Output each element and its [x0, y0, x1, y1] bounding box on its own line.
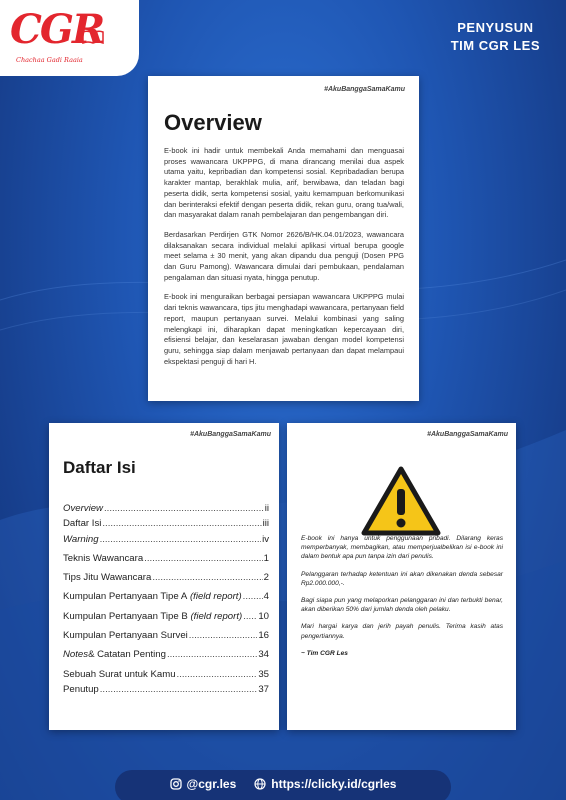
- toc-list: [63, 503, 269, 699]
- toc-note: (field report): [190, 610, 243, 622]
- book-icon: [82, 30, 104, 44]
- toc-title: Kumpulan Pertanyaan Tipe A: [63, 591, 188, 603]
- toc-item[interactable]: [63, 572, 269, 587]
- logo-tagline: Chachaa Gadi Raaia: [16, 56, 83, 64]
- page-title: Daftar Isi: [63, 458, 136, 477]
- signature: ~ Tim CGR Les: [301, 649, 348, 657]
- instagram-link[interactable]: [170, 777, 237, 791]
- instagram-handle: @cgr.les: [186, 777, 237, 791]
- toc-page-number: 2: [263, 572, 269, 584]
- paragraph: Mari hargai karya dan jerih payah penulis. Terima kasih atas pengertiannya.: [301, 623, 503, 640]
- toc-title: Warning: [63, 533, 99, 545]
- toc-item[interactable]: [63, 649, 269, 664]
- toc-page-number: 37: [258, 683, 269, 695]
- paragraph: E-book ini hadir untuk membekali Anda memahami dan menguasai proses wawancara UKPPPG, di mana dirancang menilai dua aspek utama yaitu, kepribadian dan kompetensi sosial. Kepribadadian berupa karakter mantap, berakhlak mulia, arif, berwibawa, dan teladan bagi peserta didik, serta kompetensi sosial, yaitu kemampuan berkomunikasi dan berinteraksi efektif dengan peserta didik, rekan guru, orang tua/wali, dan masyarakat dalam ranah pembelajaran dan pengembangan diri.: [164, 146, 404, 220]
- toc-page-number: 34: [258, 649, 269, 661]
- website-link[interactable]: [254, 777, 396, 791]
- hashtag: #AkuBanggaSamaKamu: [324, 86, 405, 93]
- author-name: TIM CGR LES: [450, 38, 540, 53]
- toc-page-number: ii: [264, 503, 269, 514]
- overview-body: [164, 146, 404, 376]
- toc-title: Kumpulan Pertanyaan Tipe B: [63, 610, 188, 622]
- paragraph: Bagi siapa pun yang melaporkan pelanggaran ini dan terbukti benar, akan diberikan 50% dari jumlah denda oleh pelaku.: [301, 597, 503, 614]
- toc-page-number: 16: [258, 630, 269, 642]
- author-label: PENYUSUN: [457, 20, 534, 35]
- paragraph: Berdasarkan Perdirjen GTK Nomor 2626/B/HK.04.01/2023, wawancara dilaksanakan secara individual melalui aplikasi virtual berupa google meet selama ± 30 menit, yang akan dipandu dua penguji (Dosen PPG dan Guru Pamong). Wawancara dimulai dari pembukaan, pendalaman pengalaman dan situasi nyata, hingga penutup.: [164, 229, 404, 282]
- toc-page-number: 10: [258, 610, 269, 622]
- toc-title: Notes: [63, 649, 89, 661]
- paragraph: E-book ini hanya untuk penggunaan pribadi. Dilarang keras memperbanyak, membagikan, atau memperjualbelikan isi e-book ini dalam bentuk apa pun tanpa izin dari penulis.: [301, 535, 503, 561]
- toc-page-number: 4: [263, 591, 269, 603]
- toc-item[interactable]: [63, 684, 269, 699]
- toc-title: Penutup: [63, 683, 99, 695]
- overview-page: [148, 76, 419, 401]
- warning-page: [287, 423, 516, 730]
- toc-title: Tips Jitu Wawancara: [63, 572, 152, 584]
- toc-item[interactable]: [63, 553, 269, 568]
- warning-icon: [360, 465, 442, 537]
- toc-title: Overview: [63, 503, 103, 514]
- paragraph: Pelanggaran terhadap ketentuan ini akan dikenakan denda sebesar Rp2.000.000,-.: [301, 570, 503, 587]
- toc-title-rest: & Catatan Penting: [88, 649, 166, 661]
- toc-page-number: 35: [258, 668, 269, 680]
- website-url: https://clicky.id/cgrles: [271, 777, 397, 791]
- toc-item[interactable]: [63, 669, 269, 684]
- toc-title: Kumpulan Pertanyaan Survei: [63, 630, 188, 642]
- toc-item[interactable]: [63, 591, 269, 606]
- toc-item[interactable]: [63, 611, 269, 626]
- toc-item[interactable]: [63, 534, 269, 549]
- warning-body: [301, 534, 503, 666]
- toc-page-number: iv: [262, 533, 269, 545]
- toc-item[interactable]: [63, 630, 269, 645]
- toc-item[interactable]: [63, 503, 269, 518]
- hashtag: #AkuBanggaSamaKamu: [427, 431, 508, 438]
- page-title: Overview: [164, 110, 262, 135]
- footer-bar: [115, 770, 451, 800]
- toc-title: Teknis Wawancara: [63, 552, 144, 564]
- globe-icon: [254, 778, 266, 790]
- author-block: [451, 19, 540, 55]
- logo: CGR: [10, 6, 104, 53]
- toc-page: [49, 423, 279, 730]
- logo-card: [0, 0, 139, 76]
- toc-page-number: 1: [263, 552, 269, 564]
- toc-note: (field report): [189, 591, 242, 603]
- paragraph: E-book ini menguraikan berbagai persiapan wawancara UKPPPG mulai dari teknis wawancara, tips jitu menghadapi wawancara, pertanyaan field report, maupun pertanyaan survei. Melalui kombinasi yang saling melengkapi ini, diharapkan dapat meningkatkan kepercayaan diri, efisiensi belajar, dan keselarasan jawaban dengan model kompetensi guru, sehingga siap dalam menjawab pertanyaan dan dapat melampaui ekspektasi penguji di hari H.: [164, 292, 404, 366]
- hashtag: #AkuBanggaSamaKamu: [190, 431, 271, 438]
- toc-title: Sebuah Surat untuk Kamu: [63, 668, 176, 680]
- toc-page-number: iii: [262, 518, 269, 530]
- instagram-icon: [170, 778, 182, 790]
- toc-title: Daftar Isi: [63, 518, 102, 530]
- toc-item[interactable]: [63, 518, 269, 533]
